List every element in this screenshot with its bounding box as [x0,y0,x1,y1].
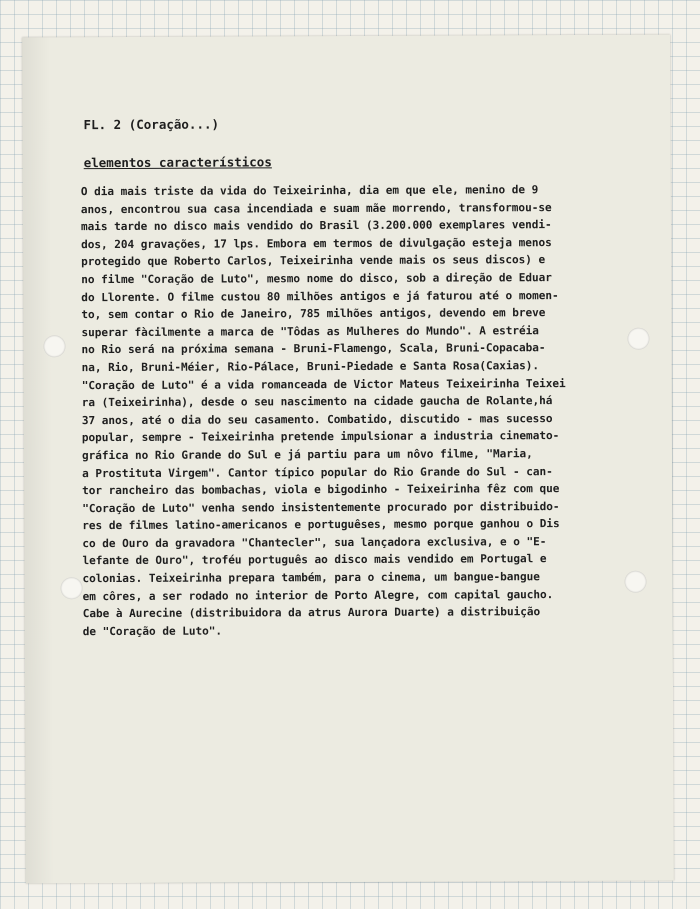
text-line: O dia mais triste da vida do Teixeirinha, dia em que ele, menino de 9 [80,183,539,199]
page-heading: FL. 2 (Coração...) [83,116,220,133]
text-line: "Coração de Luto" venha sendo insistentemente procurado por distribuido- [82,499,560,515]
binder-hole-left-lower [61,577,83,599]
text-line: ra (Teixeirinha), desde o seu nascimento na cidade gaucha de Rolante,há [81,394,553,410]
text-line: to, sem contar o Rio de Janeiro, 785 milhões antigos, devendo em breve [81,306,546,322]
text-line: superar fàcilmente a marca de "Tôdas as Mulheres do Mundo". A estréia [81,323,539,339]
text-line: anos, encontrou sua casa incendiada e suam mãe morrendo, transformou-se [80,200,552,216]
text-line: na, Rio, Bruni-Méier, Rio-Pálace, Bruni-Piedade e Santa Rosa(Caxias). [81,359,540,375]
text-line: res de filmes latino-americanos e portuguêses, mesmo porque ganhou o Dis [82,517,560,533]
section-subheading: elementos característicos [83,154,272,171]
binder-hole-left [43,335,65,357]
text-line: de "Coração de Luto". [82,624,222,639]
body-text [81,181,653,641]
text-line: no filme "Coração de Luto", mesmo nome do disco, sob a direção de Eduar [81,271,552,287]
text-line: protegido que Roberto Carlos, Teixeirinha vende mais os seus discos) e [81,253,546,269]
text-line: "Coração de Luto" é a vida romanceada de Victor Mateus Teixeirinha Teixei [81,376,566,392]
text-line: tor rancheiro das bombachas, viola e bigodinho - Teixeirinha fêz com que [82,482,560,498]
text-line: popular, sempre - Teixeirinha pretende impulsionar a industria cinemato- [81,429,560,445]
text-line: Cabe à Aurecine (distribuidora da atrus Aurora Duarte) a distribuição [82,605,541,621]
typewritten-page [22,35,674,884]
text-line: mais tarde no disco mais vendido do Brasil (3.200.000 exemplares vendi- [80,218,552,234]
text-line: colonias. Teixeirinha prepara também, para o cinema, um bangue-bangue [82,570,540,586]
text-line: lefante de Ouro", troféu português ao disco mais vendido em Portugal e [82,552,547,568]
text-line: dos, 204 gravações, 17 lps. Embora em termos de divulgação esteja menos [81,235,552,251]
text-line: no Rio será na próxima semana - Bruni-Flamengo, Scala, Bruni-Copacaba- [81,341,546,357]
text-line: do Llorente. O filme custou 80 milhões antigos e já faturou até o momen- [81,288,559,304]
text-line: gráfica no Rio Grande do Sul e já partiu para um nôvo filme, "Maria, [81,447,533,463]
text-line: em côres, a ser rodado no interior de Porto Alegre, com capital gaucho. [82,587,554,603]
text-line: co de Ouro da gravadora "Chantecler", sua lançadora exclusiva, e o "E- [82,535,547,551]
text-line: 37 anos, até o dia do seu casamento. Combatido, discutido - mas sucesso [81,411,553,427]
text-line: a Prostituta Virgem". Cantor típico popular do Rio Grande do Sul - can- [82,464,553,480]
